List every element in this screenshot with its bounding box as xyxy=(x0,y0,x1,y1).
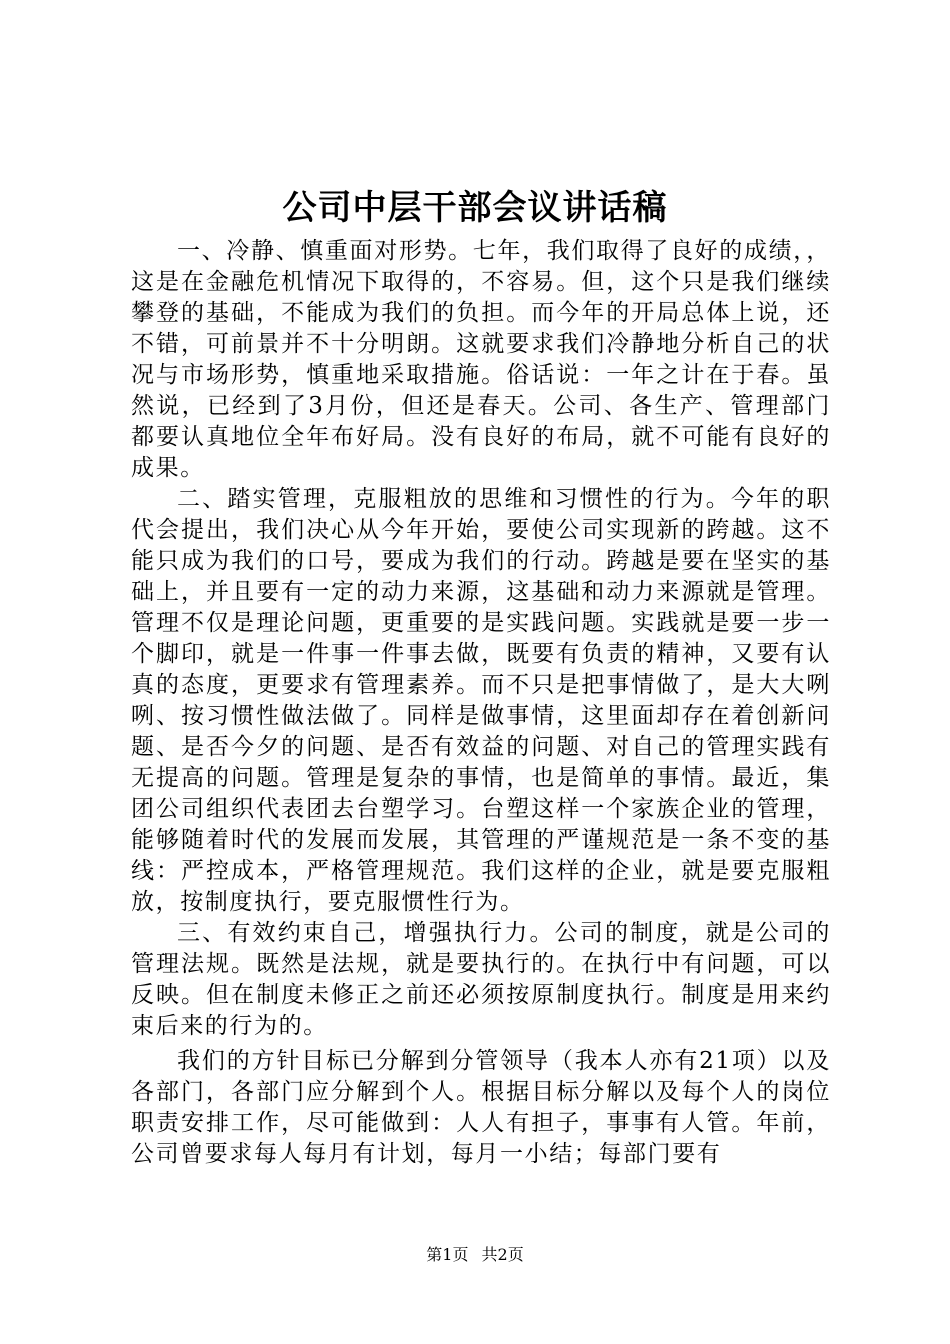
paragraph-4: 我们的方针目标已分解到分管领导（我本人亦有21项）以及各部门，各部门应分解到个人。根据目标分解以及每个人的岗位职责安排工作，尽可能做到：人人有担子，事事有人管。年前，公司曾要求每人每月有计划，每月一小结；每部门要有 xyxy=(131,1048,831,1167)
paragraph-2: 二、踏实管理，克服粗放的思维和习惯性的行为。今年的职代会提出，我们决心从今年开始，要使公司实现新的跨越。这不能只成为我们的口号，要成为我们的行动。跨越是要在坚实的基础上，并且要有一定的动力来源，这基础和动力来源就是管理。管理不仅是理论问题，更重要的是实践问题。实践就是要一步一个脚印，就是一件事一件事去做，既要有负责的精神，又要有认真的态度，更要求有管理素养。而不只是把事情做了，是大大咧咧、按习惯性做法做了。同样是做事情，这里面却存在着创新问题、是否今夕的问题、是否有效益的问题、对自己的管理实践有无提高的问题。管理是复杂的事情，也是简单的事情。最近，集团公司组织代表团去台塑学习。台塑这样一个家族企业的管理，能够随着时代的发展而发展，其管理的严谨规范是一条不变的基线：严控成本，严格管理规范。我们这样的企业，就是要克服粗放，按制度执行，要克服惯性行为。 xyxy=(131,486,831,915)
document-title: 公司中层干部会议讲话稿 xyxy=(282,188,668,228)
document-body xyxy=(131,236,831,1170)
paragraph-1: 一、冷静、慎重面对形势。七年，我们取得了良好的成绩，，这是在金融危机情况下取得的，不容易。但，这个只是我们继续攀登的基础，不能成为我们的负担。而今年的开局总体上说，还不错，可前景并不十分明朗。这就要求我们冷静地分析自己的状况与市场形势，慎重地采取措施。俗话说：一年之计在于春。虽然说，已经到了3月份，但还是春天。公司、各生产、管理部门都要认真地位全年布好局。没有良好的布局，就不可能有良好的成果。 xyxy=(131,238,831,481)
paragraph-3: 三、有效约束自己，增强执行力。公司的制度，就是公司的管理法规。既然是法规，就是要执行的。在执行中有问题，可以反映。但在制度未修正之前还必须按原制度执行。制度是用来约束后来的行为的。 xyxy=(131,920,831,1039)
page-number: 第1页 xyxy=(426,1245,469,1264)
page-total: 共2页 xyxy=(481,1245,524,1264)
page-footer xyxy=(0,1244,950,1266)
